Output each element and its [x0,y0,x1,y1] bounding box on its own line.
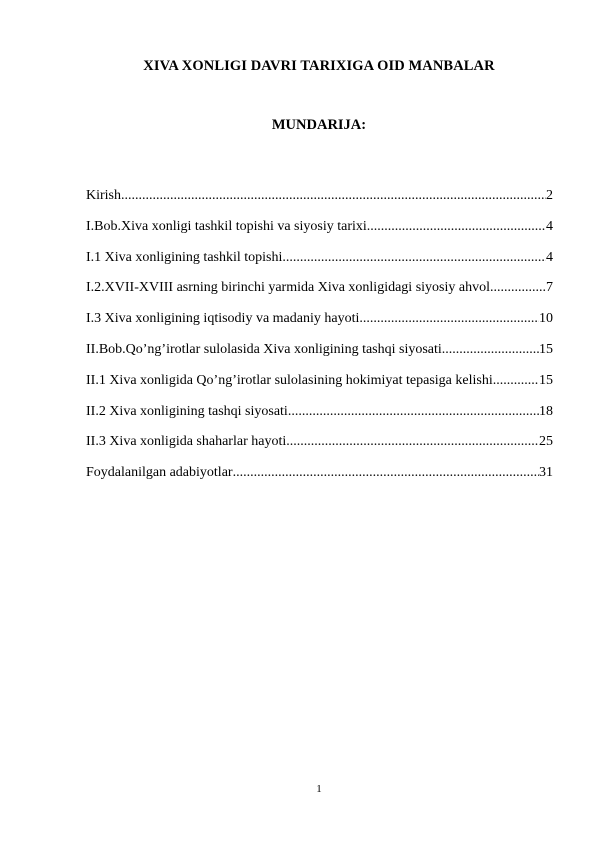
document-title: XIVA XONLIGI DAVRI TARIXIGA OID MANBALAR [143,58,495,74]
toc-dot-leader [490,278,546,298]
toc-entry-section-1-3[interactable] [86,309,553,340]
toc-entry-page: 25 [539,434,553,450]
toc-entry-page: 31 [539,465,553,481]
toc-entry-chapter-1[interactable] [86,217,553,248]
toc-dot-leader [233,463,539,483]
toc-entry-page: 15 [539,341,553,357]
toc-entry-text: Kirish [86,188,121,203]
toc-entry-page: 7 [546,280,553,296]
toc-dot-leader [442,340,539,360]
toc-entry-page: 4 [546,218,553,234]
toc-dot-leader [359,309,539,329]
toc-entry-text: II.1 Xiva xonligida Qo’ng’irotlar sulolasining hokimiyat tepasiga kelishi [86,372,493,388]
toc-entry-page: 18 [539,403,553,419]
toc-entry-text: I.1 Xiva xonligining tashkil topishi [86,249,283,265]
page-number: 1 [316,783,322,795]
toc-entry-section-2-2[interactable] [86,402,553,433]
toc-dot-leader [367,217,546,237]
toc-entry-section-1-2[interactable] [86,278,553,309]
table-of-contents [86,186,553,494]
toc-entry-kirish[interactable] [86,186,553,217]
toc-entry-text: Foydalanilgan adabiyotlar [86,465,233,481]
toc-entry-page: 10 [539,311,553,327]
toc-entry-text: I.Bob.Xiva xonligi tashkil topishi va siyosiy tarixi [86,218,367,234]
toc-entry-bibliography[interactable] [86,463,553,494]
toc-dot-leader [282,248,546,268]
toc-entry-text: I.3 Xiva xonligining iqtisodiy va madaniy hayoti [86,311,360,327]
toc-entry-page: 4 [546,249,553,265]
toc-dot-leader [288,402,539,422]
toc-dot-leader [121,186,546,206]
toc-entry-text: II.2 Xiva xonligining tashqi siyosati [86,403,288,419]
toc-entry-text: II.Bob.Qo’ng’irotlar sulolasida Xiva xonligining tashqi siyosati [86,341,442,357]
toc-entry-text: I.2.XVII-XVIII asrning birinchi yarmida Xiva xonligidagi siyosiy ahvol [86,280,490,296]
toc-entry-chapter-2[interactable] [86,340,553,371]
toc-dot-leader [286,432,539,452]
toc-entry-section-1-1[interactable] [86,248,553,279]
toc-heading: MUNDARIJA: [271,117,367,133]
toc-entry-page: 15 [539,372,553,388]
toc-entry-section-2-1[interactable] [86,371,553,402]
toc-entry-text: II.3 Xiva xonligida shaharlar hayoti [86,434,287,450]
toc-entry-section-2-3[interactable] [86,432,553,463]
toc-dot-leader [493,371,539,391]
toc-entry-page: 2 [546,188,553,203]
